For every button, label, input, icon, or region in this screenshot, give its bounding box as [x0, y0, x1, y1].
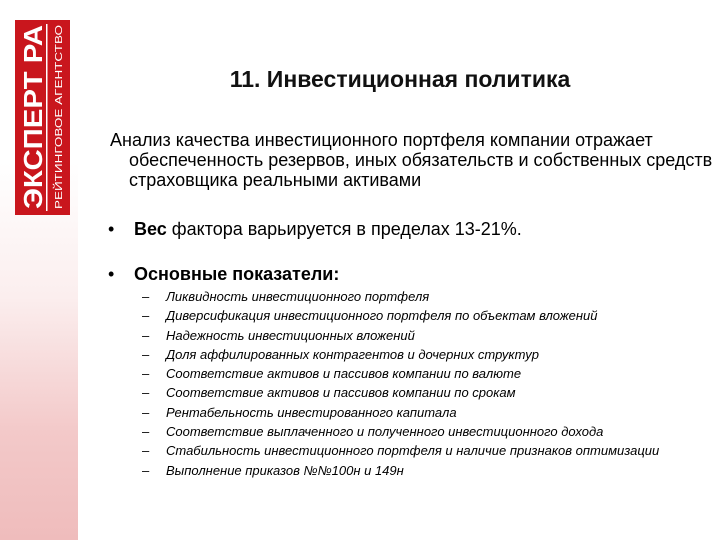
list-item-text: Соответствие выплаченного и полученного инвестиционного дохода [166, 424, 604, 440]
list-item [142, 347, 662, 362]
dash-marker: – [142, 404, 150, 420]
list-item-text: Выполнение приказов №№100н и 149н [166, 462, 404, 478]
bullet-rest: фактора варьируется в пределах 13-21%. [166, 219, 522, 239]
list-item-text: Рентабельность инвестированного капитала [166, 404, 457, 420]
bullet-text [134, 264, 339, 284]
slide-title: 11. Инвестиционная политика [229, 66, 571, 92]
dash-marker: – [142, 462, 150, 478]
bullet-marker: • [108, 219, 115, 239]
list-item [142, 366, 662, 381]
list-item [142, 424, 662, 439]
list-item-text: Соответствие активов и пассивов компании по срокам [166, 385, 516, 401]
dash-marker: – [142, 308, 150, 324]
list-item-text: Ликвидность инвестиционного портфеля [166, 289, 430, 304]
dash-marker: – [142, 289, 150, 304]
dash-marker: – [142, 327, 150, 343]
list-item [142, 443, 662, 458]
logo-graphic [15, 20, 70, 215]
list-item [142, 405, 662, 420]
indicator-list [142, 289, 662, 482]
expert-ra-logo [15, 20, 70, 215]
list-item-text: Доля аффилированных контрагентов и дочерних структур [166, 346, 539, 362]
list-item-text: Диверсификация инвестиционного портфеля по объектам вложений [166, 308, 598, 324]
dash-marker: – [142, 443, 150, 459]
list-item [142, 385, 662, 400]
logo-sub-text: РЕЙТИНГОВОЕ АГЕНТСТВО [54, 72, 65, 209]
list-item [142, 289, 662, 304]
bullet-bold: Вес [134, 219, 167, 239]
list-item-text: Надежность инвестиционных вложений [166, 327, 415, 343]
bullet-bold: Основные показатели: [134, 264, 340, 284]
dash-marker: – [142, 385, 150, 401]
bullet-marker: • [108, 264, 115, 284]
list-item-text: Соответствие активов и пассивов компании по валюте [166, 366, 522, 382]
list-item [142, 328, 662, 343]
dash-marker: – [142, 346, 150, 362]
bullet-text [134, 219, 522, 239]
intro-paragraph: Анализ качества инвестиционного портфеля компании отражает обеспеченность резервов, иных обязательств и собственных средств страховщика реальными активами [110, 130, 713, 190]
list-item-text: Стабильность инвестиционного портфеля и наличие признаков оптимизации [166, 443, 660, 459]
dash-marker: – [142, 424, 150, 440]
logo-main-text: ЭКСПЕРТ РА [18, 46, 48, 209]
list-item [142, 463, 662, 478]
dash-marker: – [142, 366, 150, 382]
list-item [142, 308, 662, 323]
